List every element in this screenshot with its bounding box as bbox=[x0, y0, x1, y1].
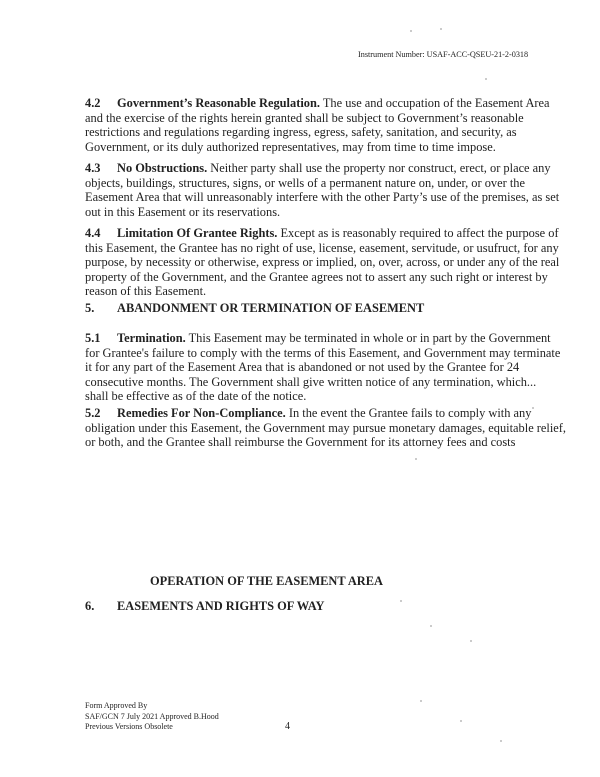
text-line: shall be effective as of the date of the notice. bbox=[85, 389, 307, 404]
section-number: 4.4 bbox=[85, 226, 101, 240]
section-5-2 bbox=[85, 406, 566, 450]
footer-line: Previous Versions Obsolete bbox=[85, 722, 173, 731]
text-line: and the exercise of the rights herein granted shall be subject to Government’s reasonable bbox=[85, 110, 524, 125]
section-title: ABANDONMENT OR TERMINATION OF EASEMENT bbox=[117, 301, 425, 315]
section-4-3 bbox=[85, 161, 559, 219]
footer-line: SAF/GCN 7 July 2021 Approved B.Hood bbox=[85, 711, 219, 721]
section-title: Remedies For Non-Compliance. bbox=[117, 406, 286, 420]
instrument-number: Instrument Number: USAF-ACC-QSEU-21-2-0318 bbox=[358, 50, 529, 59]
section-title: Government’s Reasonable Regulation. bbox=[117, 96, 320, 110]
text-line: purpose, by necessity or otherwise, express or implied, on, over, across, or under any of the real bbox=[85, 255, 560, 270]
page-number: 4 bbox=[285, 721, 290, 732]
text-line: it for any part of the Easement Area that is abandoned or not used by the Grantee for 24 bbox=[85, 360, 520, 375]
text-line: Government, or its duly authorized representatives, may from time to time impose. bbox=[85, 139, 496, 154]
section-title: Limitation Of Grantee Rights. bbox=[117, 226, 278, 240]
operation-heading: OPERATION OF THE EASEMENT AREA bbox=[150, 574, 383, 588]
text-line: this Easement, the Grantee has no right of use, license, easement, servitude, or usufruct, for any bbox=[85, 240, 559, 255]
section-title: EASEMENTS AND RIGHTS OF WAY bbox=[117, 599, 325, 613]
text-line: Easement Area that will unreasonably interfere with the other Party’s use of the premises, as set bbox=[85, 190, 560, 205]
text-line: reason of this Easement. bbox=[85, 284, 207, 299]
text-line: out in this Easement or its reservations. bbox=[85, 204, 281, 219]
text-line: In the event the Grantee fails to comply with any bbox=[285, 406, 532, 420]
section-5-heading bbox=[85, 301, 424, 316]
text-line: objects, buildings, structures, signs, or wells of a permanent nature on, under, or over the bbox=[85, 175, 525, 190]
footer-form-info bbox=[85, 701, 219, 733]
text-line: obligation under this Easement, the Government may pursue monetary damages, equitable relief, bbox=[85, 420, 567, 435]
footer-line: Form Approved By bbox=[85, 701, 148, 710]
text-line: consecutive months. The Government shall give written notice of any termination, which... bbox=[85, 374, 537, 389]
text-line: property of the Government, and the Grantee agrees not to assert any such right or interest by bbox=[85, 269, 548, 284]
text-line: Except as is reasonably required to affect the purpose of bbox=[277, 226, 559, 240]
text-line: for Grantee's failure to comply with the terms of this Easement, and Government may terminate bbox=[85, 345, 561, 360]
text-line: restrictions and regulations regarding ingress, egress, safety, sanitation, and security, as bbox=[85, 125, 517, 140]
section-number: 5.2 bbox=[85, 406, 101, 420]
text-line: This Easement may be terminated in whole or in part by the Government bbox=[185, 331, 551, 345]
section-number: 5.1 bbox=[85, 331, 101, 345]
section-title: No Obstructions. bbox=[117, 161, 208, 175]
text-line: The use and occupation of the Easement Area bbox=[319, 96, 550, 110]
text-line: or both, and the Grantee shall reimburse the Government for its attorney fees and costs bbox=[85, 435, 516, 450]
section-number: 4.3 bbox=[85, 161, 101, 175]
section-title: Termination. bbox=[117, 331, 186, 345]
section-number: 5. bbox=[85, 301, 95, 315]
section-4-2 bbox=[85, 96, 550, 154]
section-4-4 bbox=[85, 226, 559, 299]
section-number: 4.2 bbox=[85, 96, 101, 110]
section-number: 6. bbox=[85, 599, 95, 613]
text-line: Neither party shall use the property nor construct, erect, or place any bbox=[207, 161, 551, 175]
section-5-1 bbox=[85, 331, 560, 404]
section-6-heading bbox=[85, 599, 324, 614]
